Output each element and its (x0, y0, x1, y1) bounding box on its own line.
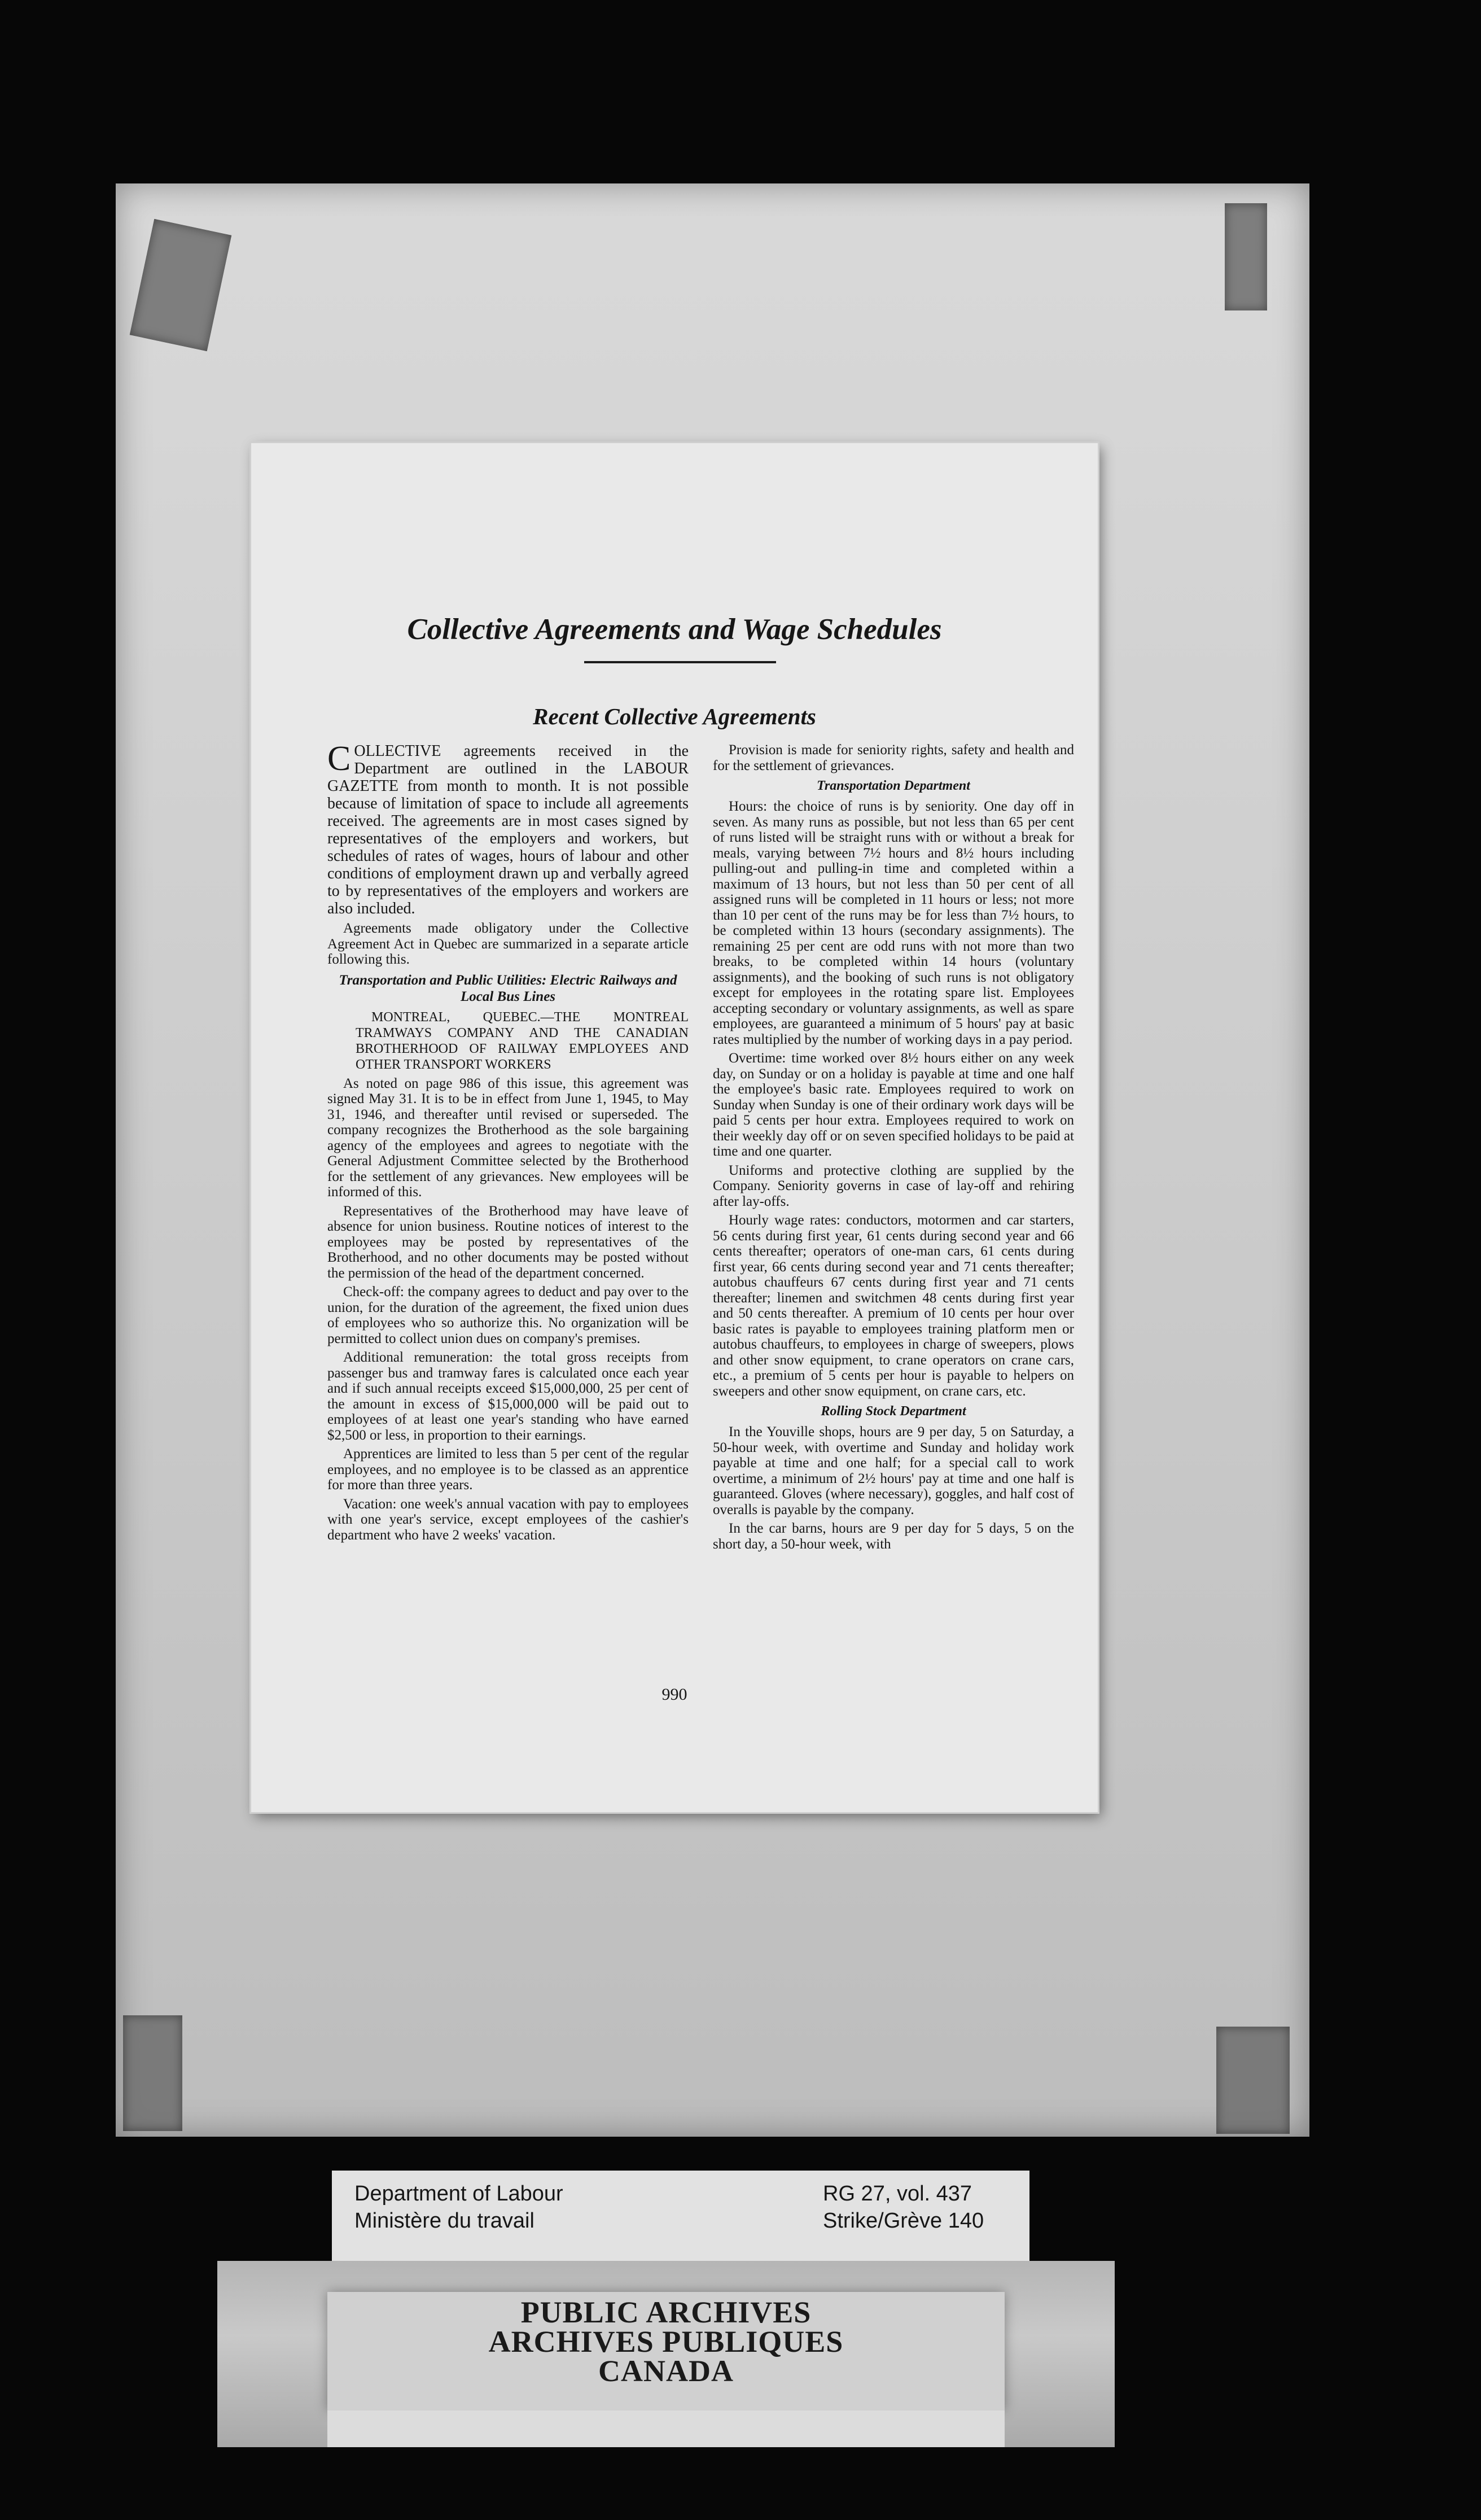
document-page (251, 443, 1098, 1812)
paragraph: Check-off: the company agrees to deduct and pay over to the union, for the duration of the agreement, the fixed union dues of employees who so authorize this. No organization will be permitted to collect union dues on company's premises. (327, 1284, 689, 1346)
tape-top-right (1225, 203, 1267, 310)
paragraph: Apprentices are limited to less than 5 per cent of the regular employees, and no employee is to be classed as an apprentice for more than three years. (327, 1446, 689, 1493)
paragraph: Vacation: one week's annual vacation with pay to employees with one year's service, except employees of the cashier's department who have 2 weeks' vacation. (327, 1496, 689, 1543)
archive-label (332, 2171, 1029, 2261)
department-heading: Transportation Department (817, 778, 970, 793)
paragraph: Agreements made obligatory under the Collective Agreement Act in Quebec are summarized in a separate article following this. (327, 921, 689, 967)
paragraph: Overtime: time worked over 8½ hours either on any week day, on Sunday or on a holiday is payable at time and one half the employee's basic rate. Employees required to work on Sunday when Sunday is one of their ordinary work days will be paid 5 cents per hour extra. Employees required to work on their weekly day off or on seven specified holidays to be paid at time and one quarter. (713, 1051, 1074, 1159)
page-number: 990 (661, 1685, 687, 1704)
archive-line-2: ARCHIVES PUBLIQUES (488, 2325, 844, 2359)
archive-stamp (327, 2292, 1005, 2410)
archive-line-1: PUBLIC ARCHIVES (520, 2295, 812, 2329)
paragraph: Representatives of the Brotherhood may have leave of absence for union business. Routine notices of interest to the employees may be posted by representatives of the Brotherhood, and no other documents may be posted without the permission of the head of the department concerned. (327, 1203, 689, 1281)
dept-fr: Ministère du travail (354, 2209, 534, 2233)
reference-number: RG 27, vol. 437 (823, 2182, 972, 2206)
paragraph: Additional remuneration: the total gross receipts from passenger bus and tramway fares is calculated once each year and if such annual receipts exceed $15,000,000, 25 per cent of the amount in excess of $15,000,000 will be paid out to employees of at least one year's standing who have earned $2,500 or less, in proportion to their earnings. (327, 1350, 689, 1443)
archive-card-edge (327, 2410, 1005, 2447)
tape-bottom-right (1216, 2027, 1290, 2134)
strike-number: Strike/Grève 140 (823, 2209, 984, 2233)
dept-en: Department of Labour (354, 2182, 563, 2206)
archive-line-3: CANADA (598, 2354, 734, 2388)
tape-bottom-left (123, 2015, 182, 2131)
left-column (327, 742, 689, 1546)
section-heading: Transportation and Public Utilities: Electric Railways and Local Bus Lines (339, 972, 677, 1004)
right-column (713, 742, 1074, 1555)
article-subtitle: Recent Collective Agreements (533, 703, 816, 729)
drop-cap: C (327, 740, 351, 778)
paragraph: In the car barns, hours are 9 per day for 5 days, 5 on the short day, a 50-hour week, with (713, 1521, 1074, 1552)
intro-paragraph: COLLECTIVE agreements received in the Department are outlined in the LABOUR GAZETTE from month to month. It is not possible because of limitation of space to include all agreements received. The agreements are in most cases signed by representatives of the employers and workers, but schedules of rates of wages, hours of labour and other conditions of employment drawn up and verbally agreed to by representatives of the employers and workers are also included. (327, 740, 689, 917)
title-rule (584, 661, 776, 663)
department-heading: Rolling Stock Department (821, 1404, 966, 1419)
paragraph: In the Youville shops, hours are 9 per day, 5 on Saturday, a 50-hour week, with overtime and Sunday and holiday work payable at time and one half; for a special call to work overtime, a minimum of 2½ hours' pay at time and one half is guaranteed. Gloves (where necessary), goggles, and half cost of overalls is payable by the company. (713, 1424, 1074, 1517)
company-heading: MONTREAL, QUEBEC.—THE MONTREAL TRAMWAYS COMPANY AND THE CANADIAN BROTHERHOOD OF RAILWAY EMPLOYEES AND OTHER TRANSPORT WORKERS (356, 1009, 689, 1072)
article-title: Collective Agreements and Wage Schedules (407, 613, 942, 646)
paragraph: Uniforms and protective clothing are supplied by the Company. Seniority governs in case of lay-off and rehiring after lay-offs. (713, 1162, 1074, 1209)
paragraph: Hourly wage rates: conductors, motormen and car starters, 56 cents during first year, 61 cents during second year and 66 cents thereafter; operators of one-man cars, 61 cents during first year, 66 cents during second year and 71 cents thereafter; autobus chauffeurs 67 cents during first year and 71 cents thereafter; linemen and switchmen 48 cents during first year and 50 cents thereafter. A premium of 10 cents per hour over basic rates is payable to employees training platform men or autobus chauffeurs, to employees in charge of sweepers, plows and other snow equipment, to crane operators on crane cars, etc., a premium of 5 cents per hour is payable to helpers on sweepers and other snow equipment, on crane cars, etc. (713, 1213, 1074, 1399)
paragraph: Provision is made for seniority rights, safety and health and for the settlement of grievances. (713, 742, 1074, 773)
paragraph: As noted on page 986 of this issue, this agreement was signed May 31. It is to be in effect from June 1, 1945, to May 31, 1946, and thereafter until revised or superseded. The company recognizes the Brotherhood as the sole bargaining agency of the employees and agrees to negotiate with the General Adjustment Committee selected by the Brotherhood for the settlement of any grievances. New employees will be informed of this. (327, 1075, 689, 1200)
paragraph: Hours: the choice of runs is by seniority. One day off in seven. As many runs as possible, but not less than 65 per cent of runs listed will be straight runs with or without a break for meals, varying between 7½ hours and 8½ hours including pulling-out and pulling-in time and completed within a maximum of 13 hours, but not less than 50 per cent of all assigned runs will be completed in 11 hours or less; not more than 10 per cent of the runs may be for less than 7½ hours, to be completed within 13 hours (secondary assignments). The remaining 25 per cent are odd runs with not more than two breaks, to be completed within 14 hours (voluntary assignments), and the booking of such runs is not obligatory except for employees in the rotating spare list. Employees accepting secondary or voluntary assignments, as well as spare employees, are guaranteed a minimum of 5 hours' pay at basic rates multiplied by the number of working days in a pay period. (713, 799, 1074, 1047)
